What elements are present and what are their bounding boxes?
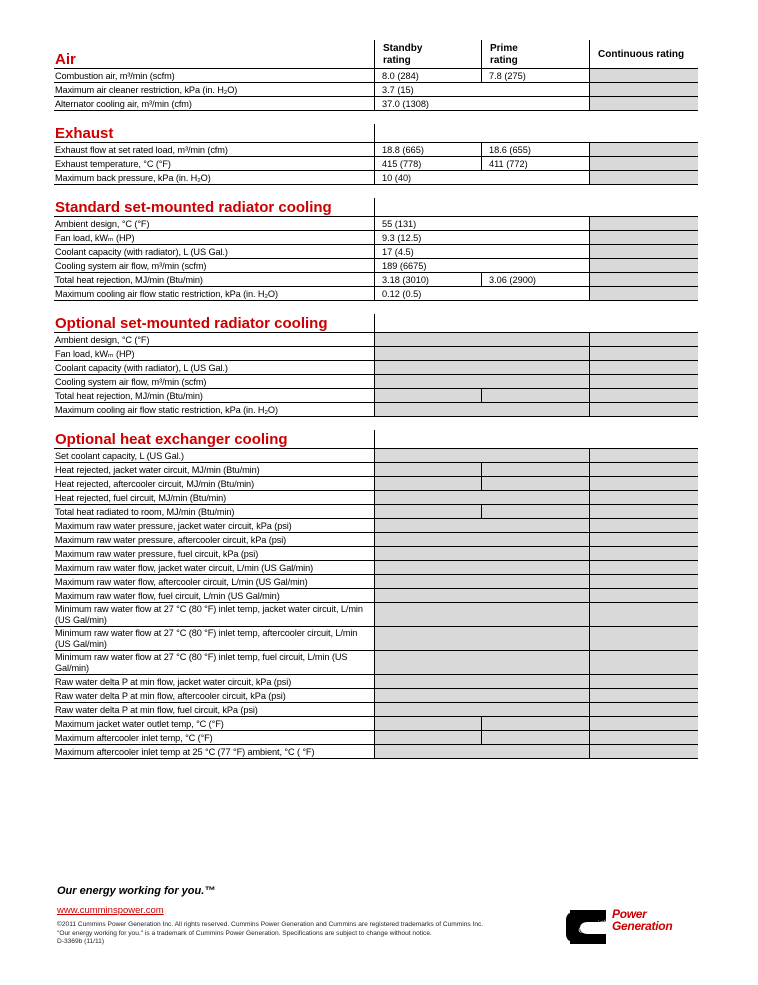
table-row: Maximum air cleaner restriction, kPa (in. H₂O) 3.7 (15) — [54, 83, 698, 97]
table-row: Fan load, kWₘ (HP) — [54, 347, 698, 361]
table-row: Fan load, kWₘ (HP) 9.3 (12.5) — [54, 231, 698, 245]
exhaust-section — [54, 143, 698, 185]
table-row: Total heat rejection, MJ/min (Btu/min) — [54, 389, 698, 403]
table-row: Minimum raw water flow at 27 °C (80 °F) inlet temp, fuel circuit, L/min (US Gal/min) — [54, 651, 698, 675]
column-header-standby: Standby rating — [374, 40, 481, 68]
column-header-prime: Prime rating — [481, 40, 589, 68]
table-row: Coolant capacity (with radiator), L (US Gal.) 17 (4.5) — [54, 245, 698, 259]
table-row: Maximum cooling air flow static restriction, kPa (in. H₂O) 0.12 (0.5) — [54, 287, 698, 301]
optional-radiator-section — [54, 333, 698, 417]
standard-radiator-section — [54, 217, 698, 301]
table-row: Maximum raw water pressure, jacket water circuit, kPa (psi) — [54, 519, 698, 533]
table-row: Maximum cooling air flow static restriction, kPa (in. H₂O) — [54, 403, 698, 417]
section-title-standard-radiator: Standard set-mounted radiator cooling — [55, 199, 332, 216]
table-row: Minimum raw water flow at 27 °C (80 °F) inlet temp, jacket water circuit, L/min (US Gal/min) — [54, 603, 698, 627]
table-row: Combustion air, m³/min (scfm) 8.0 (284) 7.8 (275) — [54, 69, 698, 83]
table-row: Maximum jacket water outlet temp, °C (°F) — [54, 717, 698, 731]
footer-tagline: Our energy working for you.™ — [57, 885, 216, 897]
table-row: Maximum raw water flow, fuel circuit, L/min (US Gal/min) — [54, 589, 698, 603]
brand-wordmark: Power Generation — [612, 907, 673, 933]
table-row: Coolant capacity (with radiator), L (US Gal.) — [54, 361, 698, 375]
table-row: Raw water delta P at min flow, aftercooler circuit, kPa (psi) — [54, 689, 698, 703]
section-title-heat-exchanger: Optional heat exchanger cooling — [55, 431, 288, 448]
table-row: Set coolant capacity, L (US Gal.) — [54, 449, 698, 463]
table-row: Maximum back pressure, kPa (in. H₂O) 10 (40) — [54, 171, 698, 185]
heat-exchanger-section — [54, 449, 698, 759]
column-header-continuous: Continuous rating — [589, 40, 698, 68]
table-row: Maximum aftercooler inlet temp, °C (°F) — [54, 731, 698, 745]
section-header-heat-exchanger — [54, 430, 698, 449]
section-header-exhaust — [54, 124, 698, 143]
document-id: D-3369b (11/11) — [57, 938, 105, 945]
table-row: Maximum raw water pressure, fuel circuit, kPa (psi) — [54, 547, 698, 561]
section-title-exhaust: Exhaust — [55, 125, 114, 142]
air-section — [54, 69, 698, 111]
table-row: Exhaust flow at set rated load, m³/min (cfm) 18.8 (665) 18.6 (655) — [54, 143, 698, 157]
table-row: Heat rejected, jacket water circuit, MJ/min (Btu/min) — [54, 463, 698, 477]
table-row: Minimum raw water flow at 27 °C (80 °F) inlet temp, aftercooler circuit, L/min (US Gal/min) — [54, 627, 698, 651]
table-row: Maximum raw water pressure, aftercooler circuit, kPa (psi) — [54, 533, 698, 547]
table-row: Maximum raw water flow, jacket water circuit, L/min (US Gal/min) — [54, 561, 698, 575]
table-row: Total heat rejection, MJ/min (Btu/min) 3.18 (3010) 3.06 (2900) — [54, 273, 698, 287]
table-row: Cooling system air flow, m³/min (scfm) — [54, 375, 698, 389]
table-row: Exhaust temperature, °C (°F) 415 (778) 411 (772) — [54, 157, 698, 171]
column-header-row — [54, 40, 698, 69]
table-row: Ambient design, °C (°F) — [54, 333, 698, 347]
spec-sheet — [54, 40, 698, 759]
table-row: Heat rejected, fuel circuit, MJ/min (Btu/min) — [54, 491, 698, 505]
section-header-standard-radiator — [54, 198, 698, 217]
table-row: Ambient design, °C (°F) 55 (131) — [54, 217, 698, 231]
table-row: Raw water delta P at min flow, jacket water circuit, kPa (psi) — [54, 675, 698, 689]
section-title-optional-radiator: Optional set-mounted radiator cooling — [55, 315, 328, 332]
table-row: Maximum raw water flow, aftercooler circuit, L/min (US Gal/min) — [54, 575, 698, 589]
table-row: Maximum aftercooler inlet temp at 25 °C (77 °F) ambient, °C ( °F) — [54, 745, 698, 759]
section-header-optional-radiator — [54, 314, 698, 333]
footer-website-link[interactable]: www.cumminspower.com — [57, 905, 164, 916]
svg-text:Cummins: Cummins — [576, 916, 609, 936]
table-row: Alternator cooling air, m³/min (cfm) 37.0 (1308) — [54, 97, 698, 111]
table-row: Total heat radiated to room, MJ/min (Btu/min) — [54, 505, 698, 519]
table-row: Cooling system air flow, m³/min (scfm) 189 (6675) — [54, 259, 698, 273]
section-title-air: Air — [55, 51, 76, 68]
table-row: Raw water delta P at min flow, fuel circuit, kPa (psi) — [54, 703, 698, 717]
footer-legal: ©2011 Cummins Power Generation Inc. All rights reserved. Cummins Power Generation and Cummins are registered trademarks of Cummins Inc. "Our energy working for you." is a trademark of Cummins Power Generation. Specifications are subject to change without notice. D-3369b (11/11) — [57, 921, 577, 947]
table-row: Heat rejected, aftercooler circuit, MJ/min (Btu/min) — [54, 477, 698, 491]
